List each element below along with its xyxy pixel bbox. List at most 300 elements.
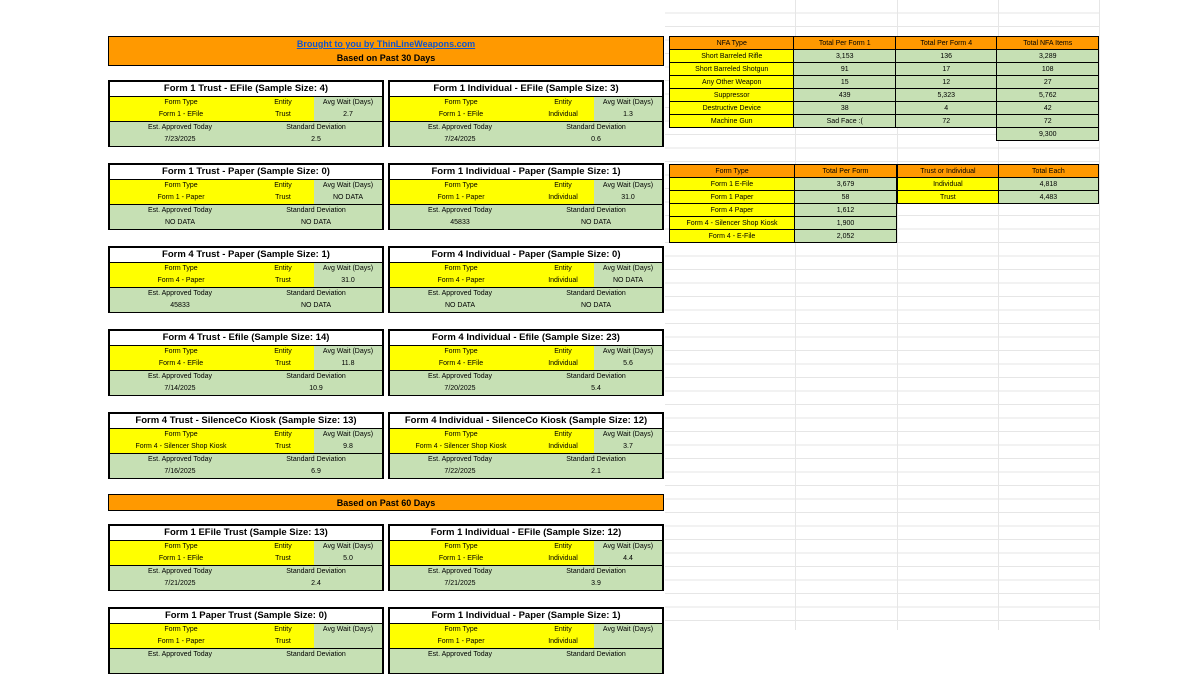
nfa-grand-total: 9,300 (997, 128, 1099, 141)
avg-wait-label: Avg Wait (Days) (594, 541, 662, 553)
entity-value: Trust (252, 275, 314, 287)
avg-wait-value (314, 636, 382, 648)
panel-title: Form 4 Trust - Paper (Sample Size: 1) (110, 248, 382, 263)
std-dev-value: NO DATA (250, 217, 382, 229)
panel-label-row-2 (390, 454, 662, 466)
panel-label-row (390, 263, 662, 275)
panel-label-row (110, 541, 382, 553)
avg-wait-label: Avg Wait (Days) (314, 429, 382, 441)
est-approved-label: Est. Approved Today (390, 122, 530, 134)
panel-value-row-2 (390, 217, 662, 229)
panel-value-row (110, 192, 382, 205)
panel-label-row-2 (390, 122, 662, 134)
est-approved-label: Est. Approved Today (110, 566, 250, 578)
avg-wait-value: 2.7 (314, 109, 382, 121)
panel-title: Form 4 Individual - Efile (Sample Size: 23) (390, 331, 662, 346)
header-banner (108, 36, 664, 66)
wait-panel (108, 163, 384, 230)
form-type-cell: Form 4 - E-File (670, 230, 795, 243)
panel-label-row (110, 97, 382, 109)
panel-value-row (390, 358, 662, 371)
nfa-type-cell: Machine Gun (670, 115, 794, 128)
panel-value-row-2 (110, 661, 382, 673)
nfa-type-cell: Destructive Device (670, 102, 794, 115)
avg-wait-value: 9.8 (314, 441, 382, 453)
avg-wait-value: 3.7 (594, 441, 662, 453)
panel-title: Form 4 Trust - Efile (Sample Size: 14) (110, 331, 382, 346)
entity-label: Entity (532, 97, 594, 109)
entity-header-cell: Total Each (998, 165, 1098, 178)
panel-title: Form 4 Individual - SilenceCo Kiosk (Sample Size: 12) (390, 414, 662, 429)
std-dev-value: 2.1 (530, 466, 662, 478)
panel-label-row-2 (390, 649, 662, 661)
est-approved-label: Est. Approved Today (110, 205, 250, 217)
entity-label: Entity (532, 180, 594, 192)
est-approved-value: 7/22/2025 (390, 466, 530, 478)
std-dev-label: Standard Deviation (530, 454, 662, 466)
panel-value-row-2 (390, 383, 662, 395)
panel-value-row (110, 275, 382, 288)
entity-value: Individual (532, 553, 594, 565)
form-header-cell: Form Type (670, 165, 795, 178)
panel-value-row-2 (390, 661, 662, 673)
entity-label: Entity (252, 429, 314, 441)
form-type-label: Form Type (110, 180, 252, 192)
std-dev-value: 2.4 (250, 578, 382, 590)
std-dev-label: Standard Deviation (250, 649, 382, 661)
nfa-type-cell: Any Other Weapon (670, 76, 794, 89)
panel-label-row-2 (110, 566, 382, 578)
std-dev-label: Standard Deviation (250, 566, 382, 578)
std-dev-value: 5.4 (530, 383, 662, 395)
avg-wait-label: Avg Wait (Days) (594, 346, 662, 358)
wait-panel (388, 412, 664, 479)
std-dev-label: Standard Deviation (530, 122, 662, 134)
std-dev-label: Standard Deviation (250, 454, 382, 466)
panel-value-row (110, 636, 382, 649)
form-type-label: Form Type (390, 429, 532, 441)
form-type-value: Form 4 - Paper (390, 275, 532, 287)
blank-cell (895, 128, 997, 141)
form-type-label: Form Type (110, 624, 252, 636)
nfa-header-cell: Total Per Form 1 (794, 37, 896, 50)
panel-value-row-2 (110, 383, 382, 395)
nfa-type-cell: Short Barreled Shotgun (670, 63, 794, 76)
std-dev-label: Standard Deviation (250, 122, 382, 134)
panel-value-row-2 (110, 578, 382, 590)
nfa-value-cell: Sad Face :( (794, 115, 896, 128)
est-approved-label: Est. Approved Today (390, 566, 530, 578)
entity-label: Entity (252, 180, 314, 192)
panel-label-row-2 (110, 122, 382, 134)
std-dev-label: Standard Deviation (250, 288, 382, 300)
panel-label-row (110, 180, 382, 192)
est-approved-label: Est. Approved Today (390, 371, 530, 383)
period-30-label: Based on Past 30 Days (336, 53, 436, 63)
panel-title: Form 1 Individual - Paper (Sample Size: 1) (390, 165, 662, 180)
nfa-header-cell: Total Per Form 4 (895, 37, 997, 50)
form-type-value: Form 1 - EFile (110, 109, 252, 121)
avg-wait-label: Avg Wait (Days) (594, 97, 662, 109)
nfa-row (670, 89, 1099, 102)
form-type-cell: Form 4 - Silencer Shop Kiosk (670, 217, 795, 230)
panel-label-row-2 (110, 205, 382, 217)
entity-label: Entity (252, 346, 314, 358)
panel-value-row (390, 441, 662, 454)
panel-value-row (110, 358, 382, 371)
std-dev-value (250, 661, 382, 673)
entity-row (898, 191, 1099, 204)
avg-wait-label: Avg Wait (Days) (314, 263, 382, 275)
est-approved-value (110, 661, 250, 673)
nfa-type-cell: Short Barreled Rifle (670, 50, 794, 63)
wait-panel (108, 329, 384, 396)
std-dev-label: Standard Deviation (250, 205, 382, 217)
avg-wait-value: 5.6 (594, 358, 662, 370)
nfa-value-cell: 5,323 (895, 89, 997, 102)
entity-value: Individual (532, 192, 594, 204)
std-dev-label: Standard Deviation (250, 371, 382, 383)
est-approved-label: Est. Approved Today (110, 649, 250, 661)
entity-type-cell: Trust (898, 191, 999, 204)
std-dev-value: 10.9 (250, 383, 382, 395)
std-dev-value: 3.9 (530, 578, 662, 590)
nfa-total-row (670, 128, 1099, 141)
nfa-header-cell: NFA Type (670, 37, 794, 50)
est-approved-value: 45833 (110, 300, 250, 312)
avg-wait-value: 11.8 (314, 358, 382, 370)
panel-value-row-2 (110, 300, 382, 312)
panel-label-row (390, 180, 662, 192)
nfa-value-cell: 108 (997, 63, 1099, 76)
form-type-label: Form Type (390, 97, 532, 109)
panel-title: Form 4 Individual - Paper (Sample Size: 0) (390, 248, 662, 263)
est-approved-value: 7/16/2025 (110, 466, 250, 478)
panel-label-row-2 (390, 371, 662, 383)
est-approved-value: 7/23/2025 (110, 134, 250, 146)
form-type-value: Form 1 - Paper (110, 192, 252, 204)
panel-value-row (390, 275, 662, 288)
wait-panel (388, 163, 664, 230)
panel-title: Form 1 Trust - Paper (Sample Size: 0) (110, 165, 382, 180)
panel-value-row-2 (390, 134, 662, 146)
wait-panel (108, 80, 384, 147)
panel-value-row-2 (390, 300, 662, 312)
form-row (670, 217, 897, 230)
panel-value-row-2 (110, 217, 382, 229)
form-type-table (669, 164, 897, 243)
panel-label-row-2 (390, 205, 662, 217)
panel-title: Form 4 Trust - SilenceCo Kiosk (Sample Size: 13) (110, 414, 382, 429)
panel-label-row (390, 429, 662, 441)
entity-label: Entity (252, 97, 314, 109)
entity-label: Entity (532, 346, 594, 358)
panel-label-row (390, 541, 662, 553)
est-approved-value: 7/21/2025 (390, 578, 530, 590)
panel-value-row (390, 553, 662, 566)
std-dev-label: Standard Deviation (530, 649, 662, 661)
form-type-label: Form Type (390, 346, 532, 358)
entity-header-row (898, 165, 1099, 178)
entity-label: Entity (532, 624, 594, 636)
std-dev-value: 2.5 (250, 134, 382, 146)
panel-label-row (390, 346, 662, 358)
wait-panel (388, 80, 664, 147)
panel-label-row (110, 429, 382, 441)
avg-wait-label: Avg Wait (Days) (314, 97, 382, 109)
entity-header-cell: Trust or Individual (898, 165, 999, 178)
entity-value: Trust (252, 109, 314, 121)
avg-wait-label: Avg Wait (Days) (314, 346, 382, 358)
wait-panel (108, 412, 384, 479)
panel-title: Form 1 Trust - EFile (Sample Size: 4) (110, 82, 382, 97)
panel-title: Form 1 Individual - EFile (Sample Size: 3) (390, 82, 662, 97)
entity-value: Individual (532, 636, 594, 648)
panel-value-row-2 (110, 134, 382, 146)
est-approved-label: Est. Approved Today (110, 454, 250, 466)
form-total-cell: 58 (795, 191, 897, 204)
panel-value-row (390, 636, 662, 649)
est-approved-value: 45833 (390, 217, 530, 229)
entity-value: Trust (252, 441, 314, 453)
entity-total-cell: 4,483 (998, 191, 1098, 204)
est-approved-label: Est. Approved Today (390, 454, 530, 466)
form-type-value: Form 1 - Paper (390, 636, 532, 648)
est-approved-value: NO DATA (110, 217, 250, 229)
panel-title: Form 1 EFile Trust (Sample Size: 13) (110, 526, 382, 541)
std-dev-value: NO DATA (250, 300, 382, 312)
form-type-value: Form 4 - Silencer Shop Kiosk (110, 441, 252, 453)
panel-label-row-2 (390, 288, 662, 300)
est-approved-value: 7/14/2025 (110, 383, 250, 395)
est-approved-label: Est. Approved Today (390, 288, 530, 300)
panel-label-row-2 (110, 371, 382, 383)
avg-wait-value: 4.4 (594, 553, 662, 565)
nfa-value-cell: 17 (895, 63, 997, 76)
panel-value-row-2 (110, 466, 382, 478)
std-dev-value: 6.9 (250, 466, 382, 478)
nfa-value-cell: 136 (895, 50, 997, 63)
blank-cell (794, 128, 896, 141)
grid-line (1099, 0, 1100, 630)
nfa-row (670, 63, 1099, 76)
std-dev-label: Standard Deviation (530, 288, 662, 300)
entity-label: Entity (252, 624, 314, 636)
nfa-value-cell: 91 (794, 63, 896, 76)
nfa-value-cell: 439 (794, 89, 896, 102)
std-dev-value: NO DATA (530, 217, 662, 229)
avg-wait-label: Avg Wait (Days) (594, 429, 662, 441)
panel-label-row-2 (110, 288, 382, 300)
avg-wait-label: Avg Wait (Days) (594, 180, 662, 192)
form-row (670, 191, 897, 204)
avg-wait-label: Avg Wait (Days) (314, 541, 382, 553)
est-approved-value (390, 661, 530, 673)
wait-panel (108, 524, 384, 591)
form-type-cell: Form 4 Paper (670, 204, 795, 217)
form-type-label: Form Type (110, 97, 252, 109)
form-type-label: Form Type (390, 541, 532, 553)
std-dev-label: Standard Deviation (530, 371, 662, 383)
est-approved-value: NO DATA (390, 300, 530, 312)
est-approved-value: 7/20/2025 (390, 383, 530, 395)
form-header-cell: Total Per Form (795, 165, 897, 178)
entity-total-cell: 4,818 (998, 178, 1098, 191)
form-type-value: Form 1 - EFile (110, 553, 252, 565)
est-approved-value: 7/21/2025 (110, 578, 250, 590)
nfa-row (670, 115, 1099, 128)
avg-wait-label: Avg Wait (Days) (314, 180, 382, 192)
form-type-value: Form 4 - EFile (390, 358, 532, 370)
panel-value-row (110, 109, 382, 122)
wait-panel (108, 607, 384, 674)
entity-value: Trust (252, 636, 314, 648)
std-dev-label: Standard Deviation (530, 566, 662, 578)
panel-label-row (390, 97, 662, 109)
std-dev-value: 0.6 (530, 134, 662, 146)
entity-value: Individual (532, 275, 594, 287)
form-row (670, 204, 897, 217)
form-type-value: Form 1 - Paper (390, 192, 532, 204)
nfa-value-cell: 12 (895, 76, 997, 89)
entity-label: Entity (532, 429, 594, 441)
entity-table (897, 164, 1099, 204)
panel-value-row (110, 441, 382, 454)
entity-value: Individual (532, 109, 594, 121)
est-approved-label: Est. Approved Today (110, 122, 250, 134)
panel-title: Form 1 Individual - Paper (Sample Size: 1) (390, 609, 662, 624)
form-type-label: Form Type (390, 624, 532, 636)
form-type-value: Form 4 - Silencer Shop Kiosk (390, 441, 532, 453)
nfa-type-table (669, 36, 1099, 141)
form-type-value: Form 1 - EFile (390, 553, 532, 565)
form-type-label: Form Type (390, 180, 532, 192)
period-60-banner (108, 494, 664, 511)
wait-panel (388, 607, 664, 674)
est-approved-label: Est. Approved Today (110, 288, 250, 300)
avg-wait-label: Avg Wait (Days) (594, 624, 662, 636)
est-approved-label: Est. Approved Today (390, 649, 530, 661)
nfa-value-cell: 42 (997, 102, 1099, 115)
avg-wait-value: 1.3 (594, 109, 662, 121)
form-header-row (670, 165, 897, 178)
panel-label-row-2 (110, 649, 382, 661)
avg-wait-label: Avg Wait (Days) (594, 263, 662, 275)
std-dev-value: NO DATA (530, 300, 662, 312)
nfa-row (670, 50, 1099, 63)
form-total-cell: 2,052 (795, 230, 897, 243)
entity-type-cell: Individual (898, 178, 999, 191)
entity-value: Trust (252, 192, 314, 204)
form-type-label: Form Type (390, 263, 532, 275)
blank-cell (670, 128, 794, 141)
nfa-value-cell: 4 (895, 102, 997, 115)
entity-label: Entity (532, 263, 594, 275)
panel-value-row (390, 192, 662, 205)
entity-row (898, 178, 1099, 191)
nfa-value-cell: 3,289 (997, 50, 1099, 63)
entity-value: Trust (252, 553, 314, 565)
entity-value: Trust (252, 358, 314, 370)
panel-value-row-2 (390, 578, 662, 590)
form-type-cell: Form 1 E-File (670, 178, 795, 191)
form-total-cell: 1,900 (795, 217, 897, 230)
avg-wait-value: 31.0 (314, 275, 382, 287)
nfa-value-cell: 38 (794, 102, 896, 115)
avg-wait-value: 5.0 (314, 553, 382, 565)
est-approved-value: 7/24/2025 (390, 134, 530, 146)
form-type-label: Form Type (110, 541, 252, 553)
form-row (670, 178, 897, 191)
entity-label: Entity (252, 263, 314, 275)
std-dev-value (530, 661, 662, 673)
nfa-value-cell: 15 (794, 76, 896, 89)
nfa-type-cell: Suppressor (670, 89, 794, 102)
entity-value: Individual (532, 358, 594, 370)
panel-value-row (390, 109, 662, 122)
est-approved-label: Est. Approved Today (390, 205, 530, 217)
panel-label-row-2 (110, 454, 382, 466)
form-type-label: Form Type (110, 346, 252, 358)
wait-panel (108, 246, 384, 313)
panel-title: Form 1 Individual - EFile (Sample Size: 12) (390, 526, 662, 541)
nfa-value-cell: 3,153 (794, 50, 896, 63)
entity-label: Entity (532, 541, 594, 553)
panel-label-row (110, 346, 382, 358)
nfa-value-cell: 5,762 (997, 89, 1099, 102)
form-type-value: Form 4 - EFile (110, 358, 252, 370)
wait-panel (388, 246, 664, 313)
form-type-label: Form Type (110, 429, 252, 441)
form-type-value: Form 1 - EFile (390, 109, 532, 121)
entity-label: Entity (252, 541, 314, 553)
form-total-cell: 1,612 (795, 204, 897, 217)
form-row (670, 230, 897, 243)
nfa-row (670, 76, 1099, 89)
period-60-label: Based on Past 60 Days (336, 498, 436, 508)
form-type-label: Form Type (110, 263, 252, 275)
wait-panel (388, 524, 664, 591)
panel-value-row-2 (390, 466, 662, 478)
panel-value-row (110, 553, 382, 566)
avg-wait-value: NO DATA (594, 275, 662, 287)
wait-panel (388, 329, 664, 396)
nfa-value-cell: 72 (895, 115, 997, 128)
avg-wait-value (594, 636, 662, 648)
panel-label-row (110, 624, 382, 636)
form-type-value: Form 4 - Paper (110, 275, 252, 287)
panel-title: Form 1 Paper Trust (Sample Size: 0) (110, 609, 382, 624)
avg-wait-value: NO DATA (314, 192, 382, 204)
nfa-value-cell: 72 (997, 115, 1099, 128)
panel-label-row-2 (390, 566, 662, 578)
panel-label-row (110, 263, 382, 275)
form-type-cell: Form 1 Paper (670, 191, 795, 204)
nfa-value-cell: 27 (997, 76, 1099, 89)
panel-label-row (390, 624, 662, 636)
form-total-cell: 3,679 (795, 178, 897, 191)
entity-value: Individual (532, 441, 594, 453)
nfa-header-cell: Total NFA Items (997, 37, 1099, 50)
nfa-row (670, 102, 1099, 115)
avg-wait-label: Avg Wait (Days) (314, 624, 382, 636)
est-approved-label: Est. Approved Today (110, 371, 250, 383)
nfa-header-row (670, 37, 1099, 50)
credit-link[interactable]: Brought to you by ThinLineWeapons.com (296, 39, 476, 49)
std-dev-label: Standard Deviation (530, 205, 662, 217)
form-type-value: Form 1 - Paper (110, 636, 252, 648)
avg-wait-value: 31.0 (594, 192, 662, 204)
